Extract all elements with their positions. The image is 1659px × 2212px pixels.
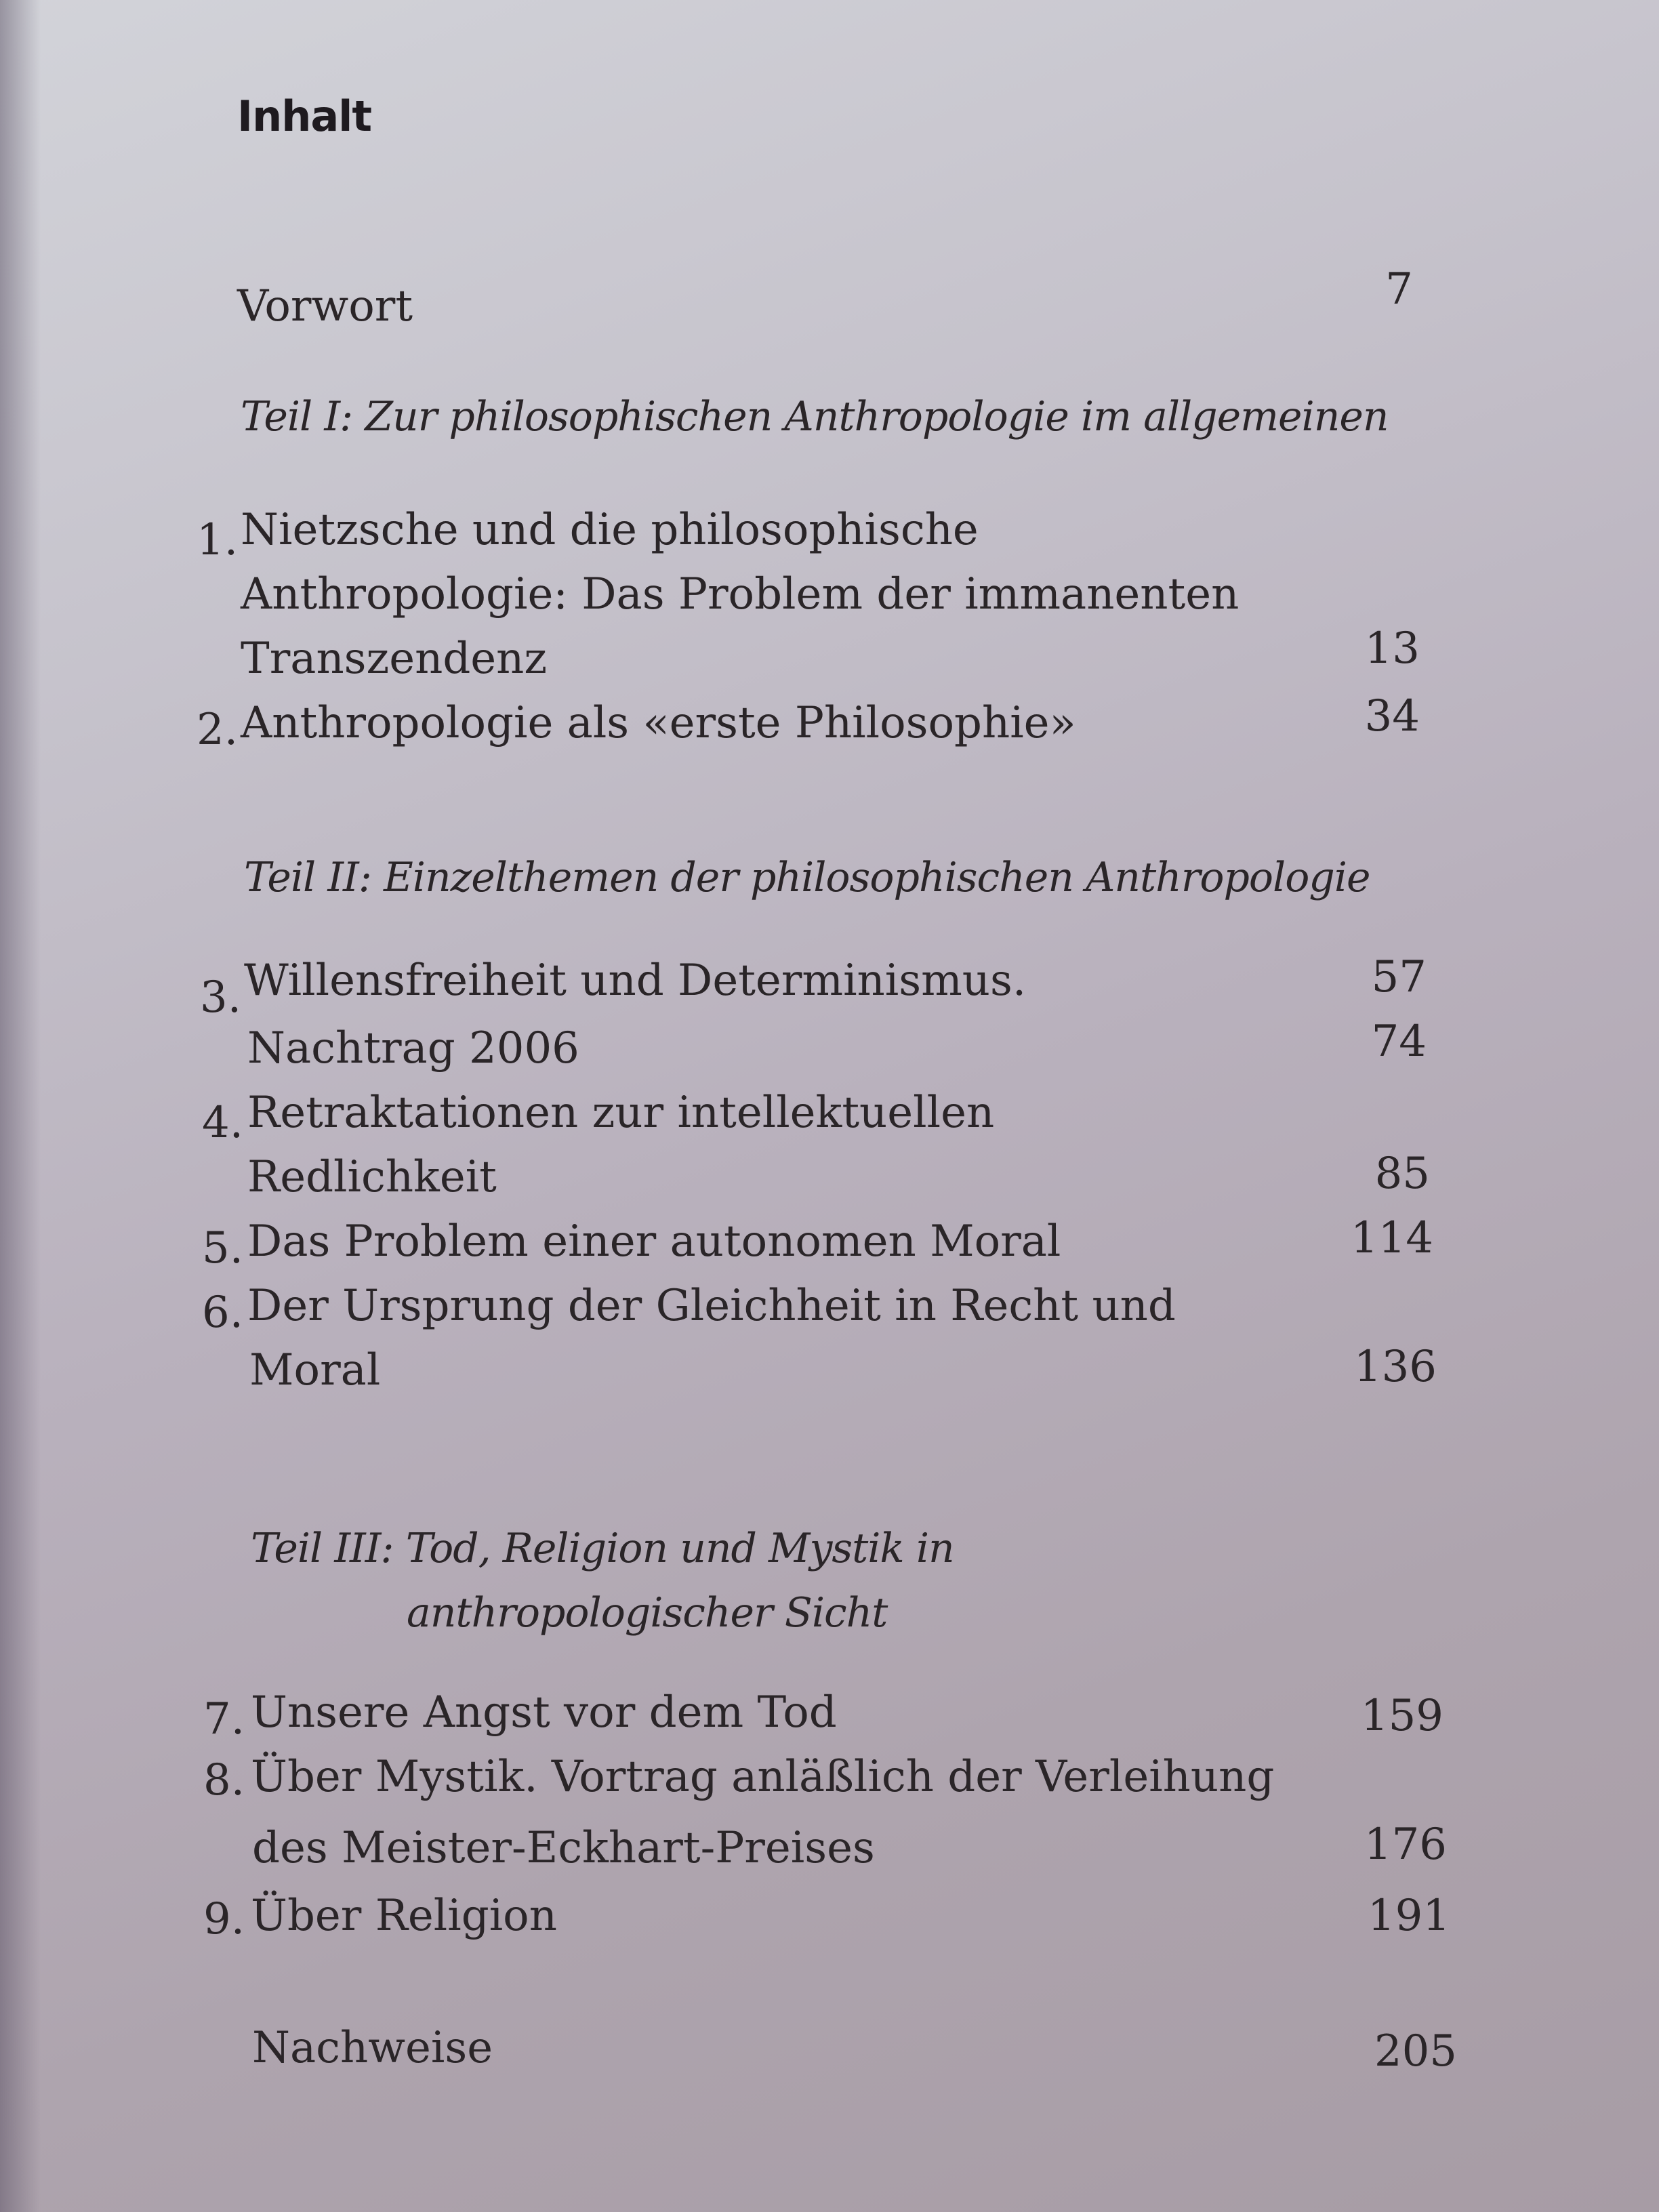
toc-title: Inhalt [237,91,372,141]
entry-5-line-1: Das Problem einer autonomen Moral [247,1216,1061,1267]
entry-4-number: 4. [202,1098,244,1148]
entry-3-line-1: Willensfreiheit und Determinismus. [244,956,1027,1006]
part-2-heading: Teil II: Einzelthemen der philosophischen Anthropologie [244,854,1370,901]
part-3-heading-line-2: anthropologischer Sicht [407,1589,888,1637]
entry-2-page: 34 [1364,691,1420,741]
entry-vorwort-page: 7 [1385,264,1413,314]
entry-3-number: 3. [200,972,242,1023]
entry-2-line-1: Anthropologie als «erste Philosophie» [241,698,1076,748]
entry-1-line-3: Transzendenz [241,634,548,684]
entry-9-number: 9. [203,1894,245,1944]
entry-8-page: 176 [1364,1820,1447,1870]
entry-5-number: 5. [202,1223,244,1273]
entry-3-page: 57 [1371,952,1427,1002]
entry-8-number: 8. [203,1755,245,1805]
entry-7-page: 159 [1360,1691,1443,1741]
entry-7-number: 7. [203,1694,245,1744]
entry-6-page: 136 [1353,1342,1437,1392]
entry-4-line-2: Redlichkeit [247,1152,497,1202]
page-gutter-shadow [0,0,41,2212]
entry-8-line-1: Über Mystik. Vortrag anläßlich der Verleihung [251,1752,1275,1802]
entry-3-addendum-page: 74 [1371,1017,1427,1067]
entry-6-line-2: Moral [249,1345,381,1395]
entry-1-line-2: Anthropologie: Das Problem der immanenten [241,569,1240,619]
entry-1-number: 1. [197,515,239,565]
entry-9-page: 191 [1367,1891,1450,1941]
entry-5-page: 114 [1350,1213,1433,1263]
entry-8-line-2: des Meister-Eckhart-Preises [252,1823,875,1873]
entry-2-number: 2. [197,705,239,755]
entry-nachweise-page: 205 [1374,2026,1457,2076]
entry-4-page: 85 [1374,1149,1430,1199]
entry-vorwort-label: Vorwort [237,281,413,331]
entry-6-line-1: Der Ursprung der Gleichheit in Recht und [247,1281,1176,1331]
entry-9-line-1: Über Religion [251,1891,557,1941]
entry-7-line-1: Unsere Angst vor dem Tod [251,1687,837,1738]
entry-1-page: 13 [1364,623,1420,674]
entry-nachweise-label: Nachweise [252,2023,493,2073]
entry-6-number: 6. [202,1288,244,1338]
entry-3-addendum: Nachtrag 2006 [247,1023,579,1073]
part-3-heading-line-1: Teil III: Tod, Religion und Mystik in [251,1525,954,1572]
entry-4-line-1: Retraktationen zur intellektuellen [247,1088,995,1138]
part-1-heading: Teil I: Zur philosophischen Anthropologie im allgemeinen [241,393,1389,441]
entry-1-line-1: Nietzsche und die philosophische [241,505,979,555]
